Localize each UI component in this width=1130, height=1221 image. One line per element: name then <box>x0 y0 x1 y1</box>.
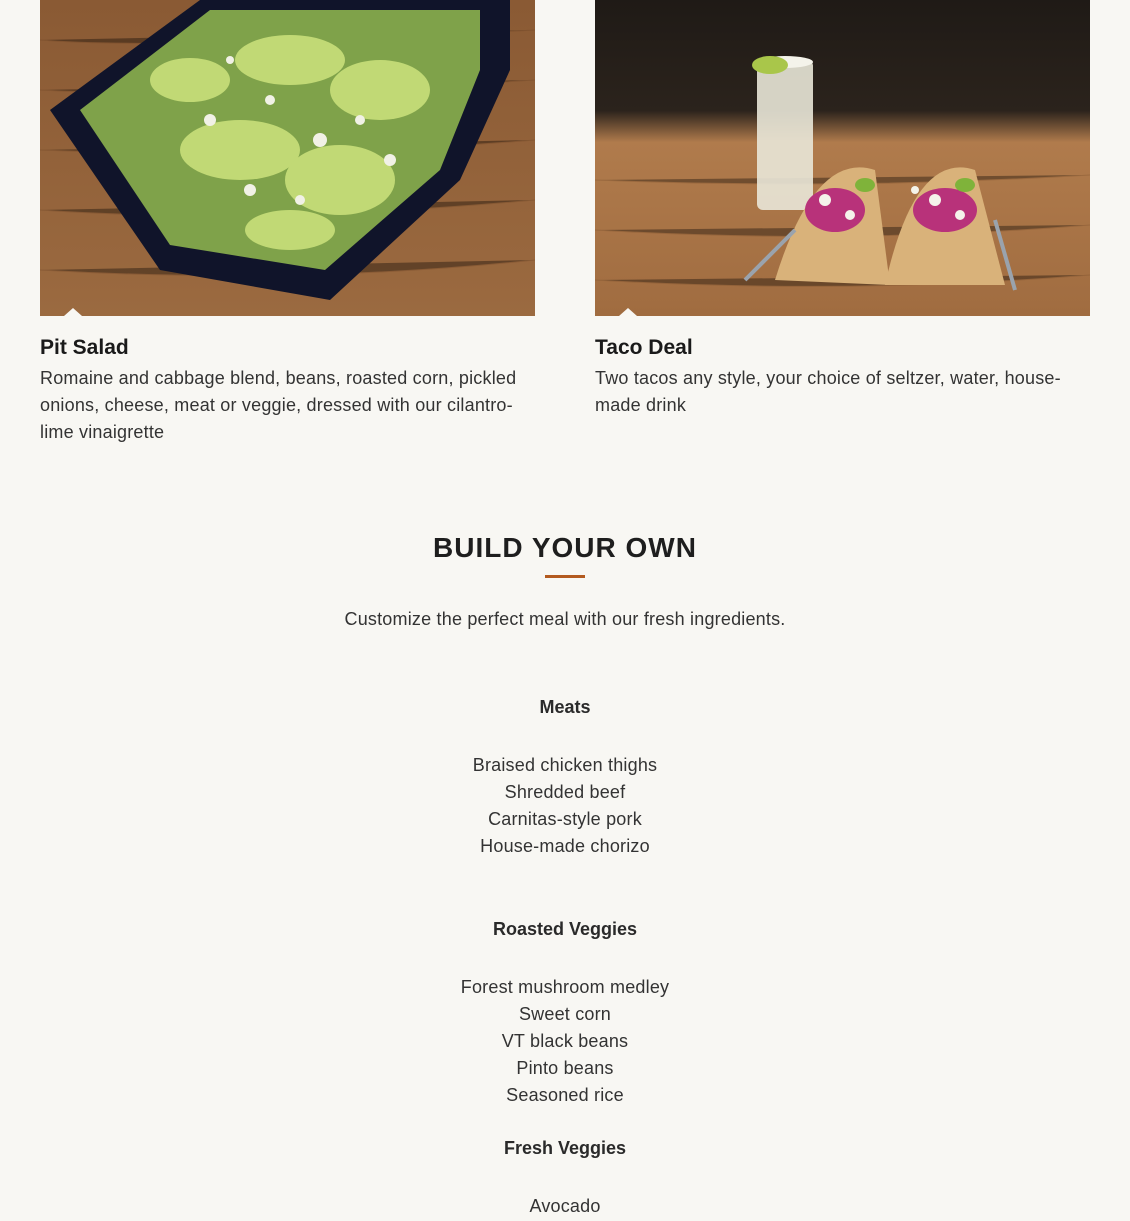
list-item: Braised chicken thighs <box>472 755 658 775</box>
list-item: VT black beans <box>501 1031 629 1051</box>
card-description: Two tacos any style, your choice of seltzer, water, house-made drink <box>595 368 1061 415</box>
list-item: Avocado <box>529 1196 601 1216</box>
group-list-fresh-veggies <box>0 1193 1130 1220</box>
group-list-meats <box>0 752 1130 860</box>
card-notch <box>64 308 82 316</box>
list-item: Forest mushroom medley <box>460 977 670 997</box>
group-title-meats: Meats <box>539 697 591 717</box>
card-title: Taco Deal <box>595 336 693 359</box>
menu-card-pit-salad <box>40 0 535 446</box>
list-item: Carnitas-style pork <box>488 809 642 829</box>
card-title: Pit Salad <box>40 336 129 359</box>
list-item: House-made chorizo <box>480 836 650 856</box>
group-title-roasted-veggies: Roasted Veggies <box>492 919 638 939</box>
taco-deal-photo <box>595 0 1090 316</box>
list-item: Seasoned rice <box>506 1085 624 1105</box>
list-item: Pinto beans <box>516 1058 614 1078</box>
group-list-roasted-veggies <box>0 974 1130 1109</box>
section-subtitle: Customize the perfect meal with our fresh ingredients. <box>344 609 786 629</box>
list-item: Sweet corn <box>518 1004 612 1024</box>
pit-salad-photo <box>40 0 535 316</box>
card-notch <box>619 308 637 316</box>
section-title: BUILD YOUR OWN <box>433 532 697 563</box>
list-item: Shredded beef <box>504 782 626 802</box>
section-divider <box>545 575 585 578</box>
group-title-fresh-veggies: Fresh Veggies <box>503 1138 627 1158</box>
menu-card-taco-deal <box>595 0 1090 419</box>
card-description: Romaine and cabbage blend, beans, roasted corn, pickled onions, cheese, meat or veggie, dressed with our cilantro-lime vinaigrette <box>40 368 517 442</box>
